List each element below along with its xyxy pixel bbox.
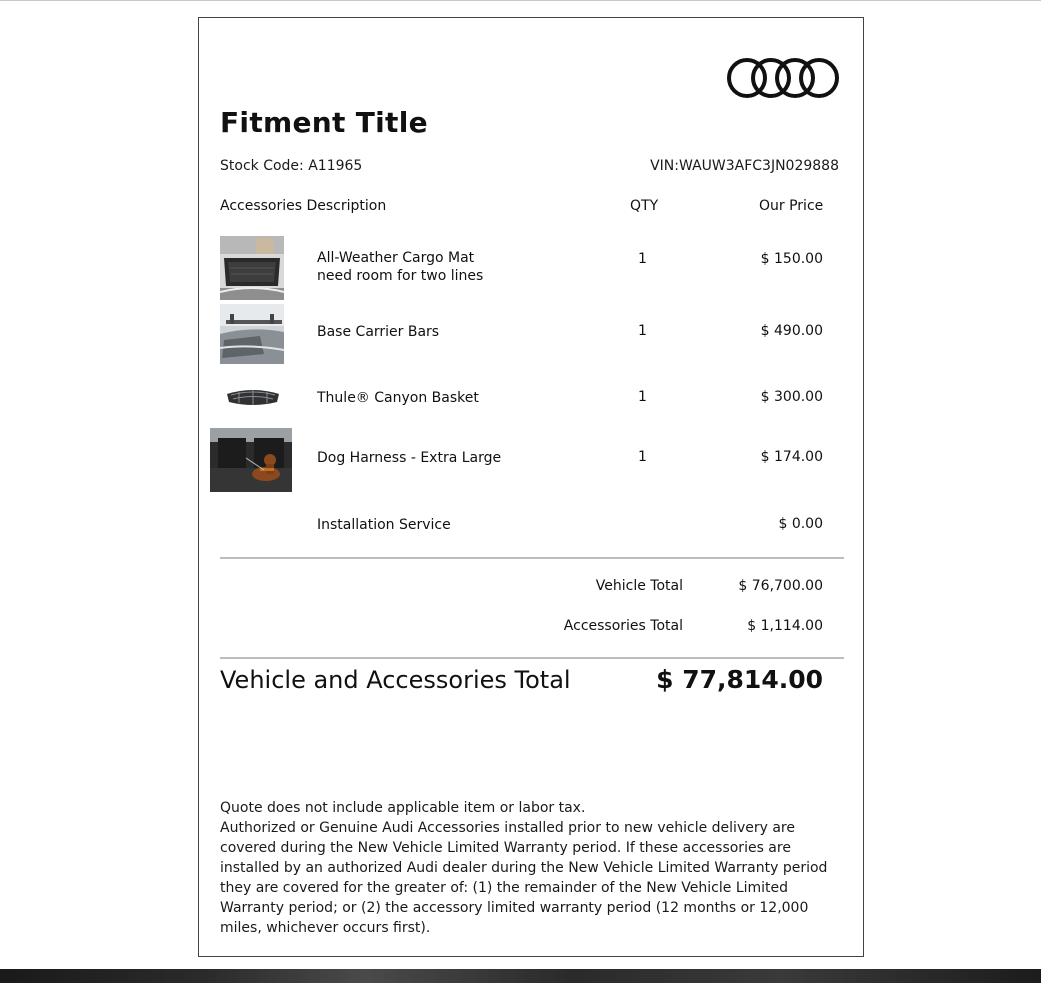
roof-basket-photo: [225, 386, 281, 408]
table-row: [199, 236, 863, 300]
warranty-note: Authorized or Genuine Audi Accessories installed prior to new vehicle delivery are covered during the New Vehicle Limited Warranty period. If these accessories are installed by an authorized Audi dealer during the New Vehicle Limited Warranty period they are covered for the greater of: (1) the remainder of the New Vehicle Limited Warranty period; or (2) the accessory limited warranty period (12 months or 12,000 miles, whichever occurs first).: [220, 820, 828, 936]
item-description: [317, 249, 483, 285]
dog-harness-photo: [210, 428, 292, 492]
item-name: Dog Harness - Extra Large: [317, 450, 502, 466]
vehicle-total-label: Vehicle Total: [595, 578, 683, 594]
column-header-description: Accessories Description: [220, 198, 387, 214]
grand-total-value: $ 77,814.00: [656, 665, 823, 694]
table-row: [199, 428, 863, 492]
item-name: Thule® Canyon Basket: [317, 390, 479, 406]
item-qty: 1: [638, 323, 647, 339]
vehicle-total-value: $ 76,700.00: [738, 578, 823, 594]
vin-number: VIN:WAUW3AFC3JN029888: [650, 158, 839, 174]
column-header-qty: QTY: [630, 198, 659, 214]
top-divider: [0, 0, 1041, 1]
item-price: $ 0.00: [778, 516, 823, 532]
divider: [220, 557, 844, 559]
quote-sheet: [198, 17, 864, 957]
bottom-bar: [0, 969, 1041, 983]
stock-code: Stock Code: A11965: [220, 158, 363, 174]
divider: [220, 657, 844, 659]
item-qty: 1: [638, 389, 647, 405]
carrier-bars-photo: [220, 304, 284, 364]
item-qty: 1: [638, 449, 647, 465]
item-description: [317, 389, 479, 407]
item-name: Base Carrier Bars: [317, 324, 440, 340]
item-price: $ 150.00: [760, 251, 823, 267]
column-header-price: Our Price: [759, 198, 824, 214]
accessories-total-value: $ 1,114.00: [747, 618, 823, 634]
accessories-total-label: Accessories Total: [563, 618, 683, 634]
item-description: [317, 323, 439, 341]
item-name: All-Weather Cargo Mat: [317, 250, 475, 266]
audi-rings-logo: [725, 56, 841, 100]
item-price: $ 300.00: [760, 389, 823, 405]
item-subtext: need room for two lines: [317, 268, 484, 284]
grand-total-label: Vehicle and Accessories Total: [220, 666, 571, 694]
item-qty: 1: [638, 251, 647, 267]
table-row: [199, 304, 863, 366]
disclaimer: [220, 798, 850, 938]
item-description: [317, 516, 451, 534]
item-name: Installation Service: [317, 517, 451, 533]
item-description: [317, 449, 501, 467]
cargo-mat-photo: [220, 236, 284, 300]
page-title: Fitment Title: [220, 106, 428, 139]
item-price: $ 490.00: [760, 323, 823, 339]
table-row: [199, 384, 863, 412]
tax-note: Quote does not include applicable item or labor tax.: [220, 800, 586, 816]
table-row: [199, 514, 863, 538]
item-price: $ 174.00: [760, 449, 823, 465]
